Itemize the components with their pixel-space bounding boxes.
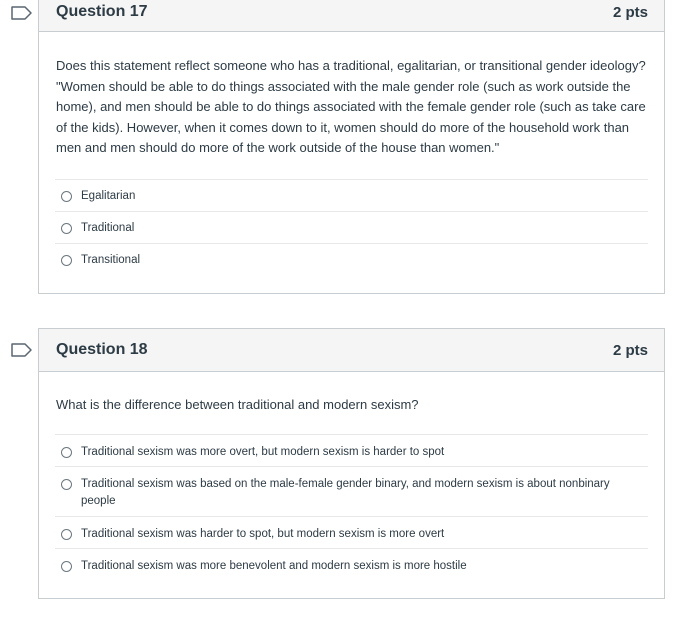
question-title: Question 18 xyxy=(56,341,148,358)
flag-question-icon[interactable] xyxy=(10,342,34,358)
radio-button[interactable] xyxy=(61,255,72,266)
question-title: Question 17 xyxy=(56,3,148,20)
answer-option-transitional[interactable] xyxy=(55,243,648,275)
answer-label: Traditional sexism was more benevolent and modern sexism is more hostile xyxy=(81,559,467,572)
radio-button[interactable] xyxy=(61,223,72,234)
answer-option-egalitarian[interactable] xyxy=(55,179,648,211)
radio-button[interactable] xyxy=(61,447,72,458)
answer-option-1[interactable] xyxy=(55,434,648,466)
question-points: 2 pts xyxy=(612,341,648,359)
radio-button[interactable] xyxy=(61,479,72,490)
radio-button[interactable] xyxy=(61,561,72,572)
question-text: Does this statement reflect someone who has a traditional, egalitarian, or transitional gender ideology? "Women should be able to do things associated with the male gender role (such as work outside the home), and men should be able to do things associated with the female gender role (such as take care of the kids). However, when it comes down to it, women should do more of the household work than men and men should do more of the work outside of the house than women." xyxy=(56,58,646,155)
answer-label: Transitional xyxy=(81,253,141,266)
question-18 xyxy=(38,328,665,599)
answer-label: Traditional sexism was more overt, but modern sexism is harder to spot xyxy=(81,445,445,458)
answer-label: Traditional sexism was harder to spot, but modern sexism is more overt xyxy=(81,527,445,540)
radio-button[interactable] xyxy=(61,529,72,540)
answer-option-2[interactable] xyxy=(55,466,648,516)
answer-option-traditional[interactable] xyxy=(55,211,648,243)
answer-list xyxy=(55,179,648,275)
answer-option-3[interactable] xyxy=(55,516,648,548)
answer-label: Traditional xyxy=(81,221,135,234)
question-header xyxy=(39,329,664,372)
answer-label: Traditional sexism was based on the male-female gender binary, and modern sexism is about nonbinary people xyxy=(81,477,610,507)
question-points: 2 pts xyxy=(612,4,648,21)
question-header xyxy=(39,0,664,32)
radio-button[interactable] xyxy=(61,191,72,202)
answer-option-4[interactable] xyxy=(55,548,648,582)
answer-list xyxy=(55,434,648,582)
answer-label: Egalitarian xyxy=(81,189,136,202)
question-text: What is the difference between traditional and modern sexism? xyxy=(56,397,419,412)
flag-question-icon[interactable] xyxy=(10,5,34,21)
question-17 xyxy=(38,0,665,294)
